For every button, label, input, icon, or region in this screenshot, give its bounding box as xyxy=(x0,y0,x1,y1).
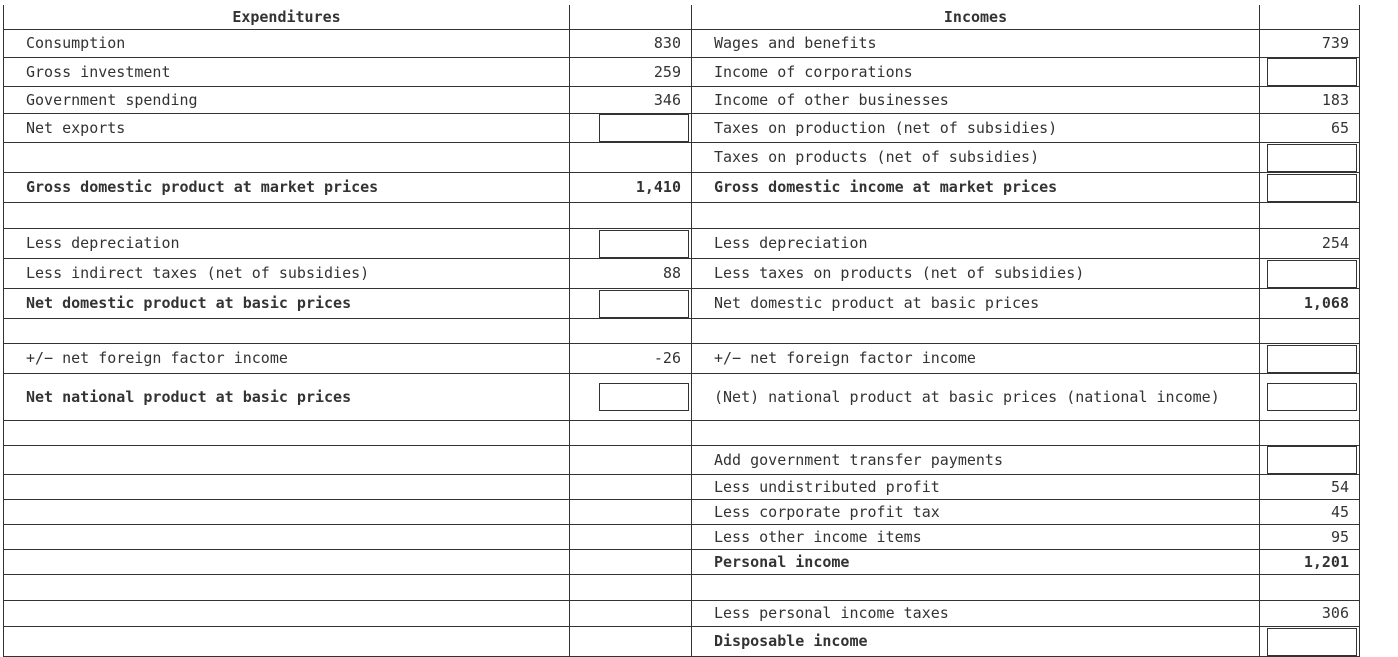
right-value-cell: 95 xyxy=(1260,525,1360,550)
table-row xyxy=(4,627,1360,657)
right-label-cell: Add government transfer payments xyxy=(692,446,1260,475)
left-answer-input[interactable] xyxy=(599,230,689,258)
left-label-cell xyxy=(4,319,570,344)
right-value-cell: 183 xyxy=(1260,87,1360,114)
left-value-cell xyxy=(570,601,692,627)
left-label-cell: Net exports xyxy=(4,114,570,143)
right-answer-input[interactable] xyxy=(1267,174,1357,202)
left-value-cell xyxy=(570,421,692,446)
left-value-cell xyxy=(570,289,692,319)
right-answer-input[interactable] xyxy=(1267,628,1357,656)
table-row xyxy=(4,550,1360,575)
right-label-cell: Less undistributed profit xyxy=(692,475,1260,500)
table-row xyxy=(4,173,1360,203)
right-label-cell xyxy=(692,575,1260,601)
left-label-cell xyxy=(4,601,570,627)
table-row xyxy=(4,30,1360,58)
right-value-cell: 54 xyxy=(1260,475,1360,500)
right-label-cell: Less taxes on products (net of subsidies) xyxy=(692,259,1260,289)
table-row xyxy=(4,500,1360,525)
left-value-cell: 259 xyxy=(570,58,692,87)
left-value-cell: 346 xyxy=(570,87,692,114)
right-value-cell xyxy=(1260,344,1360,374)
right-label-cell: Less corporate profit tax xyxy=(692,500,1260,525)
right-label-cell: Gross domestic income at market prices xyxy=(692,173,1260,203)
right-value-cell: 254 xyxy=(1260,229,1360,259)
incomes-header: Incomes xyxy=(692,5,1260,30)
right-label-cell: Less other income items xyxy=(692,525,1260,550)
right-value-cell: 65 xyxy=(1260,114,1360,143)
left-value-cell xyxy=(570,319,692,344)
right-value-cell xyxy=(1260,627,1360,657)
right-value-cell: 1,201 xyxy=(1260,550,1360,575)
left-value-cell xyxy=(570,550,692,575)
left-label-cell xyxy=(4,627,570,657)
right-label-cell: Disposable income xyxy=(692,627,1260,657)
right-answer-input[interactable] xyxy=(1267,260,1357,288)
table-row xyxy=(4,203,1360,229)
right-answer-input[interactable] xyxy=(1267,144,1357,172)
left-value-cell xyxy=(570,475,692,500)
table-row xyxy=(4,259,1360,289)
table-row xyxy=(4,289,1360,319)
left-answer-input[interactable] xyxy=(599,383,689,411)
left-label-cell xyxy=(4,500,570,525)
left-label-cell: Net domestic product at basic prices xyxy=(4,289,570,319)
right-label-cell: Less depreciation xyxy=(692,229,1260,259)
left-value-cell: 88 xyxy=(570,259,692,289)
right-value-cell: 1,068 xyxy=(1260,289,1360,319)
left-label-cell: +/− net foreign factor income xyxy=(4,344,570,374)
right-label-cell: Taxes on products (net of subsidies) xyxy=(692,143,1260,173)
left-label-cell: Gross investment xyxy=(4,58,570,87)
left-label-cell xyxy=(4,143,570,173)
left-value-cell xyxy=(570,374,692,421)
right-value-cell: 45 xyxy=(1260,500,1360,525)
right-answer-input[interactable] xyxy=(1267,383,1357,411)
right-label-cell xyxy=(692,203,1260,229)
table-row xyxy=(4,475,1360,500)
table-row xyxy=(4,319,1360,344)
right-value-cell: 739 xyxy=(1260,30,1360,58)
left-label-cell xyxy=(4,203,570,229)
left-label-cell: Net national product at basic prices xyxy=(4,374,570,421)
left-value-cell xyxy=(570,500,692,525)
left-value-cell xyxy=(570,446,692,475)
left-value-cell: -26 xyxy=(570,344,692,374)
left-label-cell xyxy=(4,550,570,575)
left-value-cell xyxy=(570,525,692,550)
right-label-cell: (Net) national product at basic prices (national income) xyxy=(692,374,1260,421)
right-value-cell xyxy=(1260,143,1360,173)
right-label-cell: Less personal income taxes xyxy=(692,601,1260,627)
left-value-cell: 1,410 xyxy=(570,173,692,203)
table-row xyxy=(4,575,1360,601)
right-label-cell xyxy=(692,421,1260,446)
right-value-cell xyxy=(1260,319,1360,344)
expenditures-value-header xyxy=(570,5,692,30)
right-answer-input[interactable] xyxy=(1267,446,1357,474)
left-label-cell xyxy=(4,525,570,550)
table-row xyxy=(4,421,1360,446)
right-answer-input[interactable] xyxy=(1267,345,1357,373)
table-row xyxy=(4,446,1360,475)
table-row xyxy=(4,143,1360,173)
right-label-cell: Personal income xyxy=(692,550,1260,575)
left-label-cell: Less depreciation xyxy=(4,229,570,259)
table-row xyxy=(4,601,1360,627)
table-row xyxy=(4,344,1360,374)
left-label-cell: Gross domestic product at market prices xyxy=(4,173,570,203)
table-row xyxy=(4,229,1360,259)
right-label-cell: Income of other businesses xyxy=(692,87,1260,114)
left-label-cell xyxy=(4,446,570,475)
left-label-cell: Consumption xyxy=(4,30,570,58)
right-value-cell xyxy=(1260,374,1360,421)
header-row xyxy=(4,5,1360,30)
left-label-cell: Government spending xyxy=(4,87,570,114)
right-label-cell: +/− net foreign factor income xyxy=(692,344,1260,374)
right-label-cell: Taxes on production (net of subsidies) xyxy=(692,114,1260,143)
table-row xyxy=(4,114,1360,143)
right-value-cell: 306 xyxy=(1260,601,1360,627)
table-body xyxy=(4,30,1360,657)
right-answer-input[interactable] xyxy=(1267,58,1357,86)
right-value-cell xyxy=(1260,421,1360,446)
right-value-cell xyxy=(1260,58,1360,87)
left-value-cell xyxy=(570,114,692,143)
left-value-cell xyxy=(570,203,692,229)
left-label-cell xyxy=(4,421,570,446)
national-accounts-table xyxy=(3,5,1360,657)
table-row xyxy=(4,525,1360,550)
right-value-cell xyxy=(1260,203,1360,229)
right-label-cell: Net domestic product at basic prices xyxy=(692,289,1260,319)
right-value-cell xyxy=(1260,446,1360,475)
left-answer-input[interactable] xyxy=(599,290,689,318)
right-label-cell: Wages and benefits xyxy=(692,30,1260,58)
right-value-cell xyxy=(1260,259,1360,289)
left-value-cell: 830 xyxy=(570,30,692,58)
left-value-cell xyxy=(570,627,692,657)
left-answer-input[interactable] xyxy=(599,114,689,142)
right-label-cell xyxy=(692,319,1260,344)
table-row xyxy=(4,58,1360,87)
right-value-cell xyxy=(1260,173,1360,203)
right-label-cell: Income of corporations xyxy=(692,58,1260,87)
right-value-cell xyxy=(1260,575,1360,601)
table-row xyxy=(4,374,1360,421)
left-label-cell xyxy=(4,575,570,601)
left-value-cell xyxy=(570,143,692,173)
table-row xyxy=(4,87,1360,114)
incomes-value-header xyxy=(1260,5,1360,30)
left-label-cell xyxy=(4,475,570,500)
left-label-cell: Less indirect taxes (net of subsidies) xyxy=(4,259,570,289)
left-value-cell xyxy=(570,575,692,601)
expenditures-header: Expenditures xyxy=(4,5,570,30)
left-value-cell xyxy=(570,229,692,259)
